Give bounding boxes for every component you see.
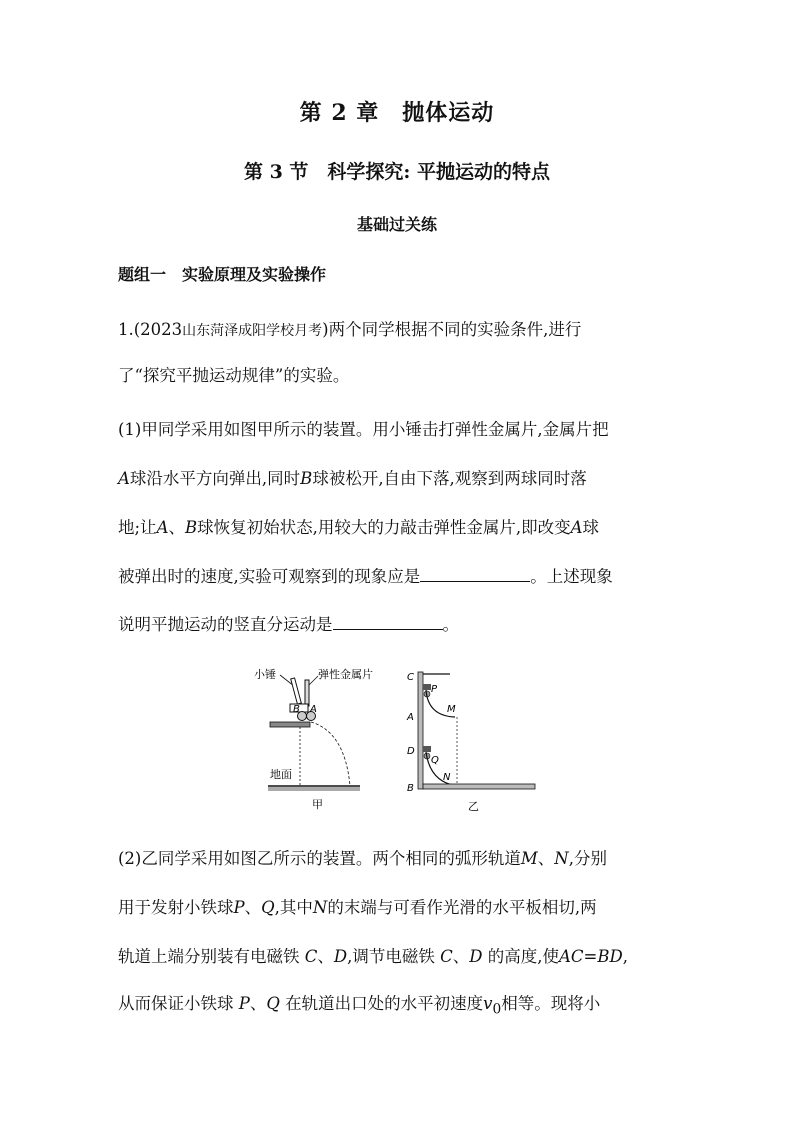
var-m: M [520, 849, 538, 868]
text: 球恢复初始状态,用较大的力敲击弹性金属片,即改变 [197, 518, 571, 537]
part1-line2 [118, 465, 587, 489]
hammer-icon [291, 678, 302, 704]
electromagnet-d [423, 746, 431, 752]
var-b: B [184, 518, 198, 537]
var-d: D [469, 947, 483, 966]
ground-hatch [268, 787, 360, 791]
figure-svg [250, 660, 550, 820]
projectile-path [311, 722, 350, 786]
caption-jia: 甲 [312, 798, 323, 811]
part2-line3 [118, 943, 628, 967]
var-q: Q [266, 994, 280, 1013]
text: 用于发射小铁球 [118, 898, 234, 917]
text: 、 [168, 518, 185, 537]
part2-line2 [118, 894, 597, 918]
text: , [622, 947, 628, 966]
text: 、 [244, 898, 262, 917]
text: 、 [317, 947, 334, 966]
label-ground: 地面 [270, 768, 292, 781]
var-q: Q [261, 898, 275, 917]
var-d: D [333, 947, 348, 966]
var-b: B [300, 469, 313, 488]
subscript-zero: 0 [492, 1001, 502, 1018]
text: ,其中 [274, 898, 313, 917]
var-p: P [233, 898, 245, 917]
text: 说明平抛运动的竖直分运动是 [118, 615, 333, 634]
part2-line4 [118, 990, 600, 1017]
var-a: A [118, 469, 130, 488]
text: 、 [537, 849, 555, 868]
vertical-board [418, 672, 423, 789]
label-d: D [407, 746, 415, 757]
label-c: C [407, 672, 414, 683]
electromagnet-c [423, 684, 431, 690]
part2-line1 [118, 845, 607, 869]
label-a: A [407, 712, 414, 723]
text: 相等。现将小 [501, 994, 601, 1013]
label-p: P [431, 684, 438, 695]
answer-blank-2[interactable] [333, 615, 443, 630]
question-number: 1.(2023 [118, 320, 183, 339]
var-n: N [312, 898, 328, 917]
figure-yi [406, 672, 535, 813]
var-a: A [570, 518, 583, 537]
figure-jia [254, 667, 373, 811]
text: (2)乙同学采用如图乙所示的装置。两个相同的弧形轨道 [118, 849, 521, 868]
label-metal-sheet: 弹性金属片 [318, 668, 373, 681]
text: 球被松开,自由下落,观察到两球同时落 [312, 469, 587, 488]
var-v: v [483, 994, 493, 1013]
var-c: C [440, 947, 453, 966]
label-ball-b: B [293, 704, 300, 715]
intro-text: )两个同学根据不同的实验条件,进行 [322, 320, 582, 339]
text: 球沿水平方向弹出,同时 [129, 469, 301, 488]
part1-line4 [118, 563, 613, 587]
text: 球 [582, 518, 600, 537]
var-n: N [554, 849, 569, 868]
label-hammer: 小锤 [254, 668, 276, 681]
label-b: B [407, 783, 414, 794]
text: 地;让 [118, 518, 157, 537]
var-p: P [238, 994, 250, 1013]
var-bd: BD [597, 947, 623, 966]
text: 轨道上端分别装有电磁铁 [118, 947, 305, 966]
question-source: 山东菏泽成阳学校月考 [182, 323, 323, 339]
chapter-title: 第 2 章 抛体运动 [299, 100, 495, 126]
var-c: C [304, 947, 318, 966]
subsection-title: 基础过关练 [356, 215, 437, 234]
answer-blank-1[interactable] [420, 567, 530, 582]
text: 、 [452, 947, 470, 966]
question-1-intro [118, 316, 581, 340]
text: 的高度,使 [482, 947, 559, 966]
text: 在轨道出口处的水平初速度 [279, 994, 484, 1013]
text: 的末端与可看作光滑的水平板相切,两 [327, 898, 597, 917]
text: 从而保证小铁球 [118, 994, 239, 1013]
table-top [270, 722, 310, 727]
question-1-intro-line2: 了“探究平抛运动规律”的实验。 [118, 366, 350, 385]
experiment-figure [250, 660, 550, 824]
question-group-title: 题组一 实验原理及实验操作 [118, 265, 327, 284]
text: 。 [442, 615, 459, 634]
horizontal-board [423, 784, 535, 789]
metal-sheet-icon [305, 680, 309, 706]
label-n: N [443, 772, 451, 783]
caption-yi: 乙 [468, 800, 479, 813]
part1-line1: (1)甲同学采用如图甲所示的装置。用小锤击打弹性金属片,金属片把 [118, 420, 609, 439]
text: 。上述现象 [530, 567, 613, 586]
text: 被弹出时的速度,实验可观察到的现象应是 [118, 567, 421, 586]
text: 、 [249, 994, 267, 1013]
label-m: M [447, 704, 456, 715]
text: ,分别 [568, 849, 607, 868]
label-ball-a: A [310, 704, 317, 715]
text: ,调节电磁铁 [347, 947, 441, 966]
var-a: A [156, 518, 169, 537]
text: = [583, 947, 598, 966]
part1-line3 [118, 514, 599, 538]
var-ac: AC [558, 947, 584, 966]
part1-line5 [118, 611, 459, 635]
label-q: Q [431, 755, 439, 766]
section-title: 第 3 节 科学探究: 平抛运动的特点 [243, 161, 551, 183]
